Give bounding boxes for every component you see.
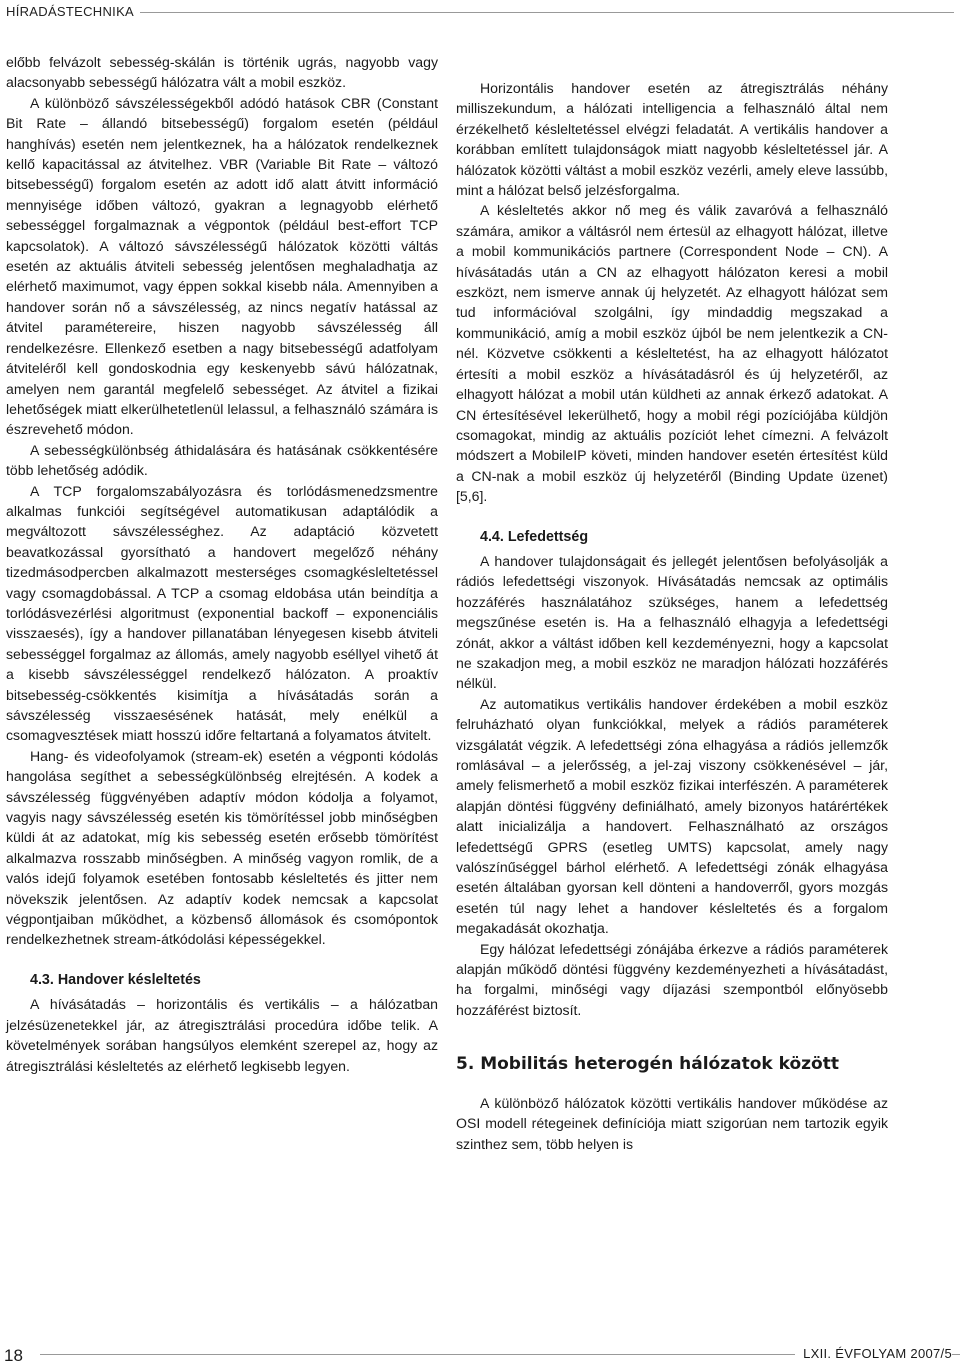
running-footer — [0, 1340, 960, 1364]
volume-label: LXII. ÉVFOLYAM 2007/5 — [795, 1346, 952, 1361]
paragraph: előbb felvázolt sebesség-skálán is történik ugrás, nagyobb vagy alacsonyabb sebességű hálózatra vált a mobil eszköz. — [6, 54, 438, 91]
subsection-heading: 4.4. Lefedettség — [480, 528, 589, 545]
paragraph: A handover tulajdonságait és jellegét jelentősen befolyásolják a rádiós lefedettségi viszonyok. Hívásátadás nemcsak az optimális hozzáférés használatához szükséges, hanem a lefedettség megszűnése esetén is. Ha a felhasználó elhagyja a lefedettségi zónát, akkor a váltást időben kell kezdeményezni, hogy a kapcsolat ne szakadjon meg, a mobil eszköz ne maradjon hálózati hozzáférés nélkül. — [456, 552, 888, 692]
journal-title: HÍRADÁSTECHNIKA — [6, 4, 135, 19]
paragraph: A sebességkülönbség áthidalására és hatásának csökkentésére több lehetőség adódik. — [6, 441, 438, 479]
left-column — [6, 52, 438, 1076]
subsection-heading: 4.3. Handover késleltetés — [30, 971, 201, 988]
paragraph: A különböző sávszélességekből adódó hatások CBR (Constant Bit Rate – állandó bitsebességű) forgalom esetén (például hanghívás) esetén nem jelentkeznek, ha a hálózatok rendelkeznek kellő kapacitással az átvitelhez. VBR (Variable Bit Rate – változó bitsebességű) forgalom esetén az adott idő alatt átvitt információ mennyisége időben változó, gyakran a legnagyobb elérhető sebességgel forgalmaznak a végpontok (például best-effort TCP kapcsolatok). A változó sávszélességű hálózatok közötti váltás esetén az aktuális átviteli sebesség jelentősen meghaladhatja az elérhető maximumot, vagy éppen sokkal kisebb nála. Amennyiben a handover során nő a sávszélesség, az nincs negatív hatással az átvitel paramétereire, hiszen nagyobb sávszélesség áll rendelkezésre. Ellenkező esetben a nagy bitsebességű adatfolyam átviteléről kell gondoskodnia egy keskenyebb sávú hálózatnak, amelyen nem garantál megfelelő sebességet. Az átvitel a fizikai lehetőségek miatt elkerülhetetlenül lelassul, a felhasználó számára is észrevehető módon. — [6, 94, 438, 438]
paragraph: A különböző hálózatok közötti vertikális handover működése az OSI modell rétegeinek definíciója miatt szigorúan nem tartozik egyik szinthez sem, több helyen is — [456, 1094, 888, 1152]
paragraph: Hang- és videofolyamok (stream-ek) esetén a végponti kódolás hangolása segíthet a sebességkülönbség elrejtésén. A kodek a sávszélesség függvényében adaptív módon kódolja a folyamot, vagyis nagy sávszélesség esetén kis tömörítéssel jobb minőségben küldi át az adatokat, míg kis sebesség esetén erősebb tömörítést alkalmazva rosszabb minőségben. A minőség vagyon romlik, de a valós idejű folyamok esetében fontosabb késleltetés és jitter nem növekszik jelentősen. Az adaptív kodek nemcsak a kapcsolat végpontjaiban működhet, a közbenső állomások és csomópontok rendelkezhetnek stream-átkódolási képességekkel. — [6, 747, 438, 948]
right-column — [456, 78, 888, 1154]
paragraph: Az automatikus vertikális handover érdekében a mobil eszköz felruházható olyan funkciókkal, melyek a rádiós paraméterek vizsgálatát végzik. A lefedettségi zóna elhagyása a rádiós jellemzők romlásával – a jelerősség, a jel-zaj viszony csökkenésével – jár, amely felismerhető a mobil eszköz fizikai interfészén. A paraméterek alapján döntési függvény definiálható, amely bizonyos határértékek alatt inicializálja a handovert. Felhasználható az országos lefedettségű GPRS (esetleg UMTS) kapcsolat, amely nagy valószínűséggel bárhol elérhető. A lefedettségi zónák elhagyása esetén általában gyorsan kell dönteni a handoverről, gyors mozgás esetén túl nagy lehet a handover késleltetés és a forgalom megakadását okozhatja. — [456, 695, 888, 937]
page-number: 18 — [4, 1346, 23, 1365]
running-header — [0, 0, 960, 24]
paragraph: A TCP forgalomszabályozásra és torlódásmenedzsmentre alkalmas funkciói segítségével automatikusan adaptálódik a megváltozott sávszélességhez. Az adaptáció közvetett beavatkozással gyorsítható a handovert megelőző néhány tizedmásodpercben alkalmazott mesterséges csomagkésleltetéssel vagy csomagdobással. A TCP a csomag eldobása után beindítja a torlódásvezérlési algoritmust (exponential backoff – exponenciális visszaesés), így a handover pillanatában lényegesen kisebb átviteli sebességgel forgalmaz az állomás, amely nagyobb eséllyel vihető át a kisebb sávszélességgel rendelkező hálózaton. A proaktív bitsebesség-csökkentés kisimítja a hívásátadás során a sávszélesség visszaesésének hatását, mely enélkül a csomagvesztések miatt hosszú időre feltartaná a folyamatos átvitelt. — [6, 482, 438, 744]
paragraph: A késleltetés akkor nő meg és válik zavaróvá a felhasználó számára, amikor a váltásról nem értesül az elhagyott hálózat, illetve a mobil kommunikációs partnere (Correspondent Node – CN). A hívásátadás után a CN az elhagyott hálózaton keresi a mobil eszközt, nem ismerve annak új helyzetét. Az elhagyott hálózat sem tud információval szolgálni, így mindaddig megszakad a kommunikáció, amíg a mobil eszköz újból be nem jelentkezik a CN-nél. Közvetve csökkenti a késleltetést, ha az elhagyott hálózatot értesíti a mobil eszköz a hívásátadásról és új helyzetéről, az elhagyott hálózat a mobil után küldheti az annak érkező adatokat. A CN értesítésével lekerülhető, hogy a mobil régi pozíciójába küldjön csomagokat, mindig az aktuális pozíciót lehet címezni. A felvázolt módszert a MobileIP követi, minden handover esetén értesítést küld a CN-nak a mobil eszköz új helyzetéről (Binding Update üzenet) [5,6]. — [456, 202, 888, 505]
section-heading: 5. Mobilitás heterogén hálózatok között — [456, 1054, 839, 1075]
paragraph: A hívásátadás – horizontális és vertikális – a hálózatban jelzésüzenetekkel jár, az átregisztrálási procedúra időbe telik. A követelmények sorában hangsúlyos elemként szerepel az, hogy az átregisztrálási késleltetés az elérhető legkisebb legyen. — [6, 996, 438, 1074]
header-rule — [140, 12, 954, 13]
paragraph: Horizontális handover esetén az átregisztrálás néhány milliszekundum, a hálózati intelligencia a felhasználó által nem érzékelhető késleltetéssel elvégzi feladatát. A vertikális handover a korábban említett tulajdonságok miatt nagyobb késleltetéssel jár. A hálózatok közötti váltást a mobil eszköz vezérli, amely eleve lassúbb, mint a hálózat belső jelzésforgalma. — [456, 80, 888, 199]
paragraph: Egy hálózat lefedettségi zónájába érkezve a rádiós paraméterek alapján működő döntési függvény kezdeményezheti a hívásátadást, ha forgalmi, minőségi vagy díjazási szempontból előnyösebb hozzáférést biztosít. — [456, 940, 888, 1018]
